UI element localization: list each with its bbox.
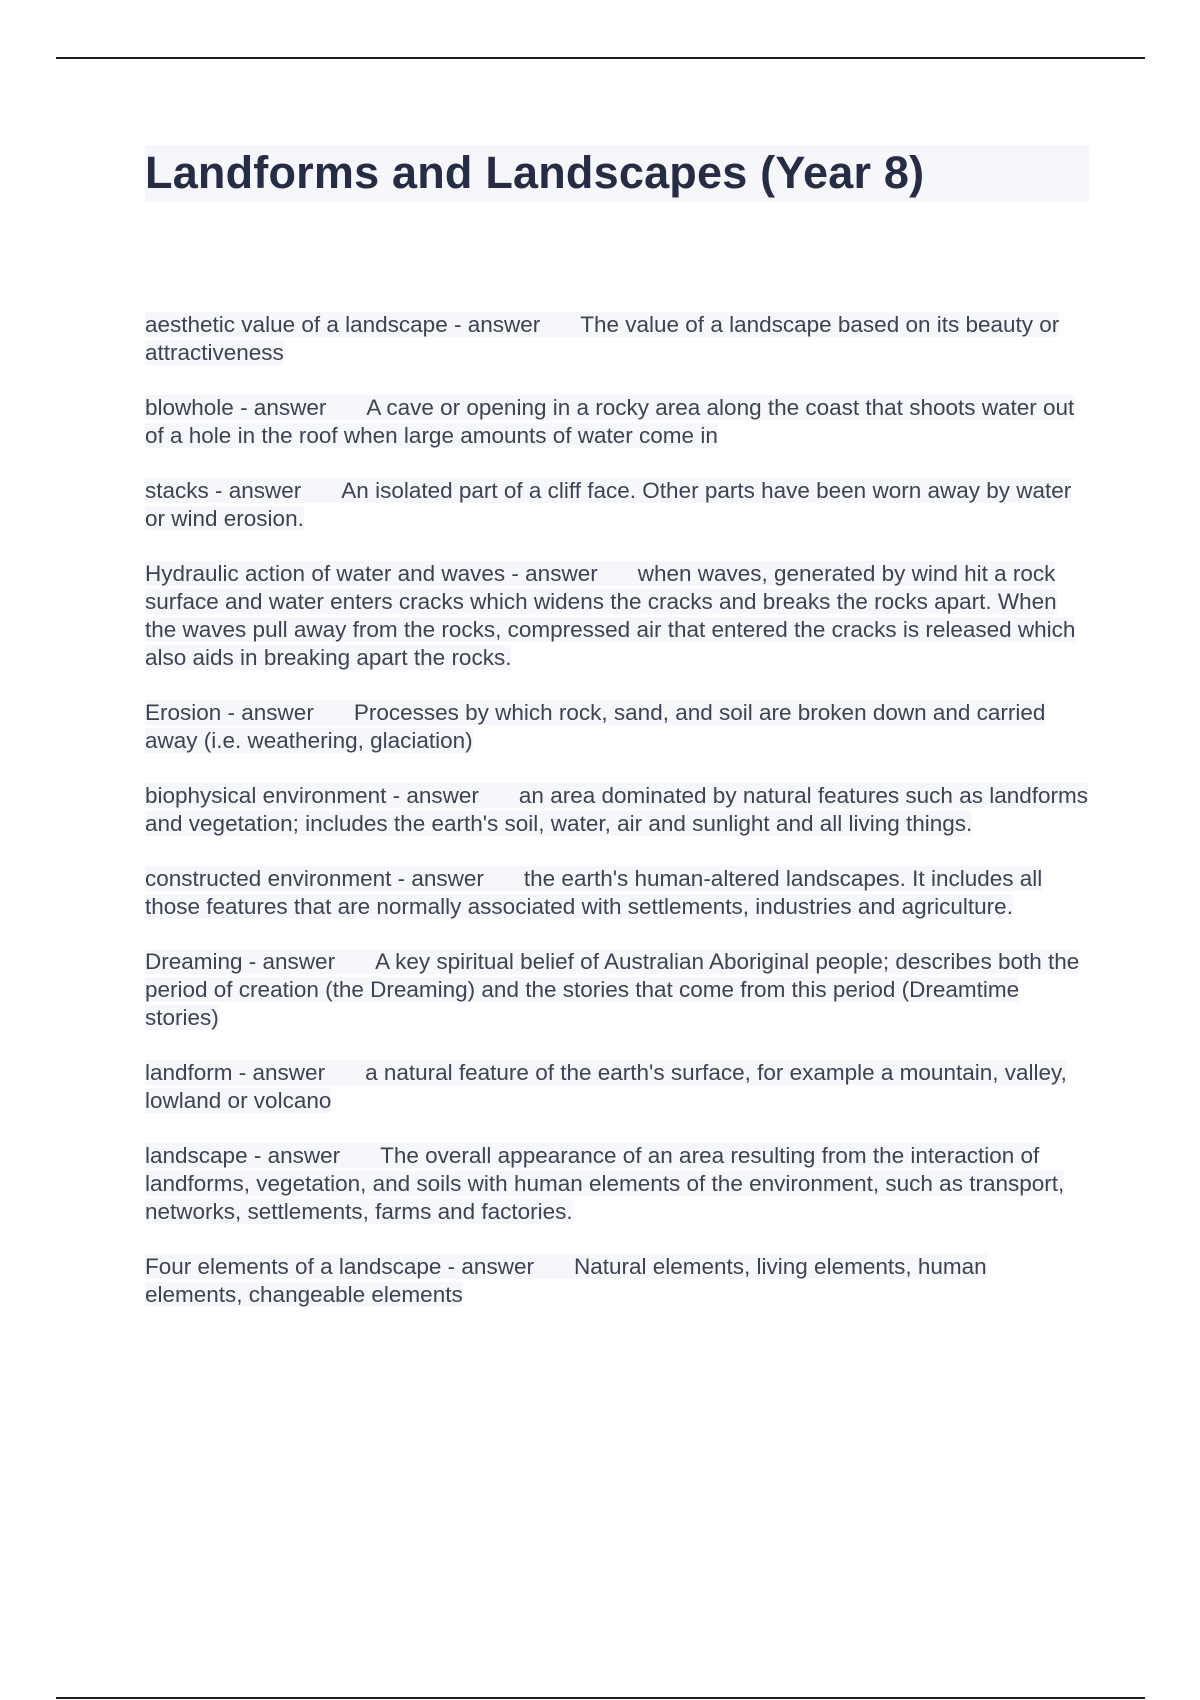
entry-term: blowhole - answer: [145, 395, 327, 420]
entry-definition: when waves, generated by wind hit a rock surface and water enters cracks which widens the cracks and breaks the rocks apart. When the waves pull away from the rocks, compressed air that entered the cracks is released which also aids in breaking apart the rocks.: [145, 561, 1076, 670]
entry-term: aesthetic value of a landscape - answer: [145, 312, 541, 337]
entry-definition: Natural elements, living elements, human elements, changeable elements: [145, 1254, 987, 1307]
entry-definition: The overall appearance of an area resulting from the interaction of landforms, vegetation, and soils with human elements of the environment, such as transport, networks, settlements, farms and factories.: [145, 1143, 1065, 1224]
entry-term: Erosion - answer: [145, 700, 314, 725]
entry-definition: An isolated part of a cliff face. Other parts have been worn away by water or wind erosion.: [145, 478, 1072, 531]
entry-term: Hydraulic action of water and waves - answer: [145, 561, 598, 586]
flashcard-entry: [145, 948, 1090, 1032]
flashcard-entry: [145, 311, 1090, 367]
flashcard-entry: [145, 477, 1090, 533]
flashcard-entry: [145, 782, 1090, 838]
entry-definition: A cave or opening in a rocky area along the coast that shoots water out of a hole in the roof when large amounts of water come in: [145, 395, 1075, 448]
entry-term: Dreaming - answer: [145, 949, 336, 974]
flashcard-entry: [145, 1253, 1090, 1309]
entry-term: stacks - answer: [145, 478, 302, 503]
entry-definition: an area dominated by natural features such as landforms and vegetation; includes the earth's soil, water, air and sunlight and all living things.: [145, 783, 1089, 836]
flashcard-list: [145, 311, 1090, 1336]
top-rule: [56, 57, 1145, 59]
entry-definition: a natural feature of the earth's surface, for example a mountain, valley, lowland or volcano: [145, 1060, 1067, 1113]
entry-term: landform - answer: [145, 1060, 326, 1085]
bottom-rule: [56, 1697, 1145, 1699]
entry-term: constructed environment - answer: [145, 866, 484, 891]
entry-definition: A key spiritual belief of Australian Aboriginal people; describes both the period of creation (the Dreaming) and the stories that come from this period (Dreamtime stories): [145, 949, 1080, 1030]
entry-definition: The value of a landscape based on its beauty or attractiveness: [145, 312, 1060, 365]
flashcard-entry: [145, 560, 1090, 672]
flashcard-entry: [145, 699, 1090, 755]
page-title: Landforms and Landscapes (Year 8): [145, 147, 925, 198]
entry-definition: the earth's human-altered landscapes. It includes all those features that are normally associated with settlements, industries and agriculture.: [145, 866, 1043, 919]
flashcard-entry: [145, 394, 1090, 450]
entry-term: Four elements of a landscape - answer: [145, 1254, 534, 1279]
entry-term: biophysical environment - answer: [145, 783, 479, 808]
entry-definition: Processes by which rock, sand, and soil are broken down and carried away (i.e. weathering, glaciation): [145, 700, 1046, 753]
flashcard-entry: [145, 1142, 1090, 1226]
entry-term: landscape - answer: [145, 1143, 341, 1168]
flashcard-entry: [145, 1059, 1090, 1115]
flashcard-entry: [145, 865, 1090, 921]
